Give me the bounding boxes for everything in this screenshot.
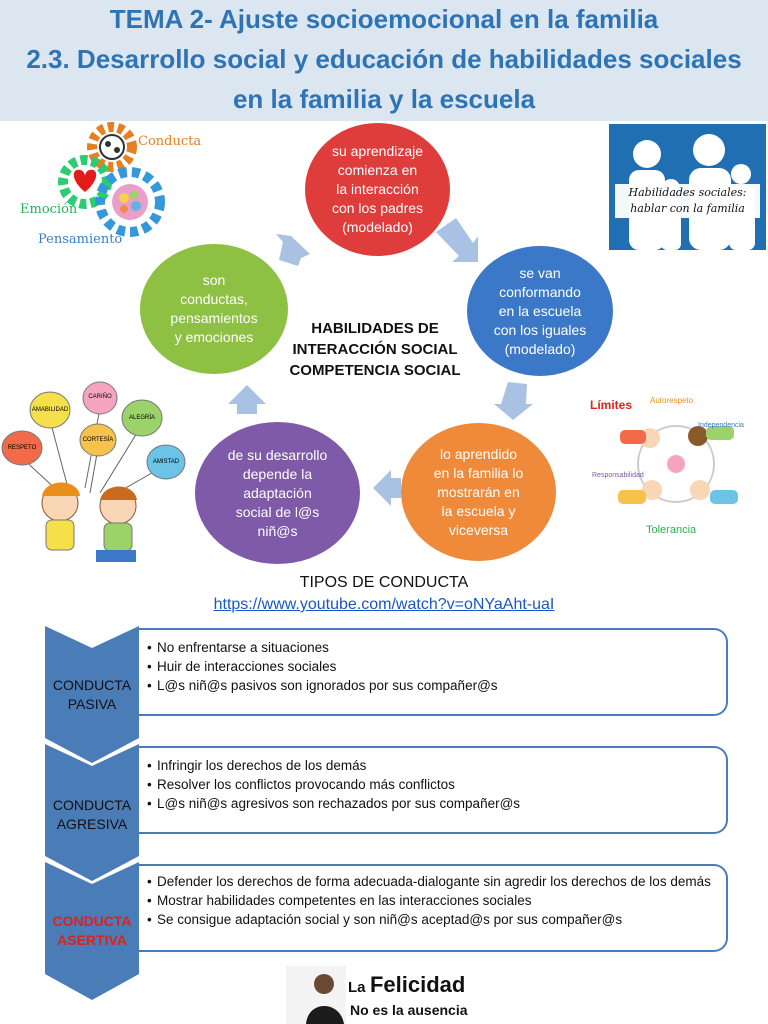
node-development-line: depende la [242,465,313,482]
node-development-line: de su desarrollo [227,446,328,463]
node-development-line: social de l@s [235,503,320,520]
conduct-bullet: • Huir de interacciones sociales [147,657,714,676]
conduct-bullet: • Se consigue adaptación social y son niñ@s aceptad@s por sus compañer@s [147,910,714,929]
node-family-school-line: lo aprendido [439,445,518,462]
balloon-label-respeto: RESPETO [7,445,37,451]
responsabilidad-label: Responsabilidad [592,472,644,479]
node-school-line: se van [519,264,561,281]
conduct-bullet: • Defender los derechos de forma adecuada-dialogante sin agredir los derechos de los demás [147,872,714,891]
node-parents-line: (modelado) [342,219,413,235]
conduct-bullet: • Infringir los derechos de los demás [147,756,714,775]
arrow-red-to-blue [436,218,478,262]
title-line-1: TEMA 2- Ajuste socioemocional en la familia [109,4,659,34]
chevron-label-pasiva [45,676,139,714]
node-school-line: conformando [499,283,581,300]
title-line-3: en la familia y la escuela [232,84,536,114]
node-family-school-line: viceversa [448,521,509,538]
conduct-label-line: PASIVA [67,696,117,712]
node-behaviors-line: pensamientos [170,310,258,326]
types-title: TIPOS DE CONDUCTA [299,574,469,591]
chevron-label-asertiva [45,912,139,950]
conduct-bullet: • L@s niñ@s pasivos son ignorados por sus compañer@s [147,676,714,695]
title-line-2: 2.3. Desarrollo social y educación de habilidades sociales [26,44,742,74]
limites-label: Límites [590,398,633,412]
arrow-blue-to-orange [494,382,533,420]
balloon-label-carino: CARIÑO [88,394,112,400]
balloon-label-amistad: AMISTAD [152,459,180,465]
node-family-school-line: en la familia lo [433,464,524,481]
conduct-bullet: • No enfrentarse a situaciones [147,638,714,657]
conduct-box-pasiva [139,628,728,716]
autorespeto-label: Autorespeto [650,396,694,405]
node-family-school-line: la escuela y [441,502,516,519]
conduct-bullet: • Resolver los conflictos provocando más conflictos [147,775,714,794]
youtube-link[interactable]: https://www.youtube.com/watch?v=oNYaAht-uaI [213,596,555,613]
family-caption-2: hablar con la familia [630,202,745,215]
node-behaviors-line: y emociones [174,329,254,345]
cycle-node-parents [305,123,450,256]
conduct-box-agresiva [139,746,728,834]
banner-subtitle: No es la ausencia [350,1002,468,1018]
arrow-orange-to-purple [373,470,401,506]
chevron-agresiva [45,744,139,881]
node-school-line: con los iguales [493,321,587,338]
person-photo-icon [286,966,346,1024]
cycle-center-title [270,318,480,381]
conduct-bullet: • L@s niñ@s agresivos son rechazados por sus compañer@s [147,794,714,813]
conduct-label-line: ASERTIVA [57,932,127,948]
node-parents-line: con los padres [331,200,424,216]
conducta-label: Conducta [138,134,202,149]
banner-la: La [348,979,366,996]
chevron-asertiva [45,862,139,1000]
banner-felicidad: Felicidad [369,972,466,997]
family-caption-1: Habilidades sociales: [628,186,747,199]
emocion-label: Emoción [20,202,78,217]
center-title-line: COMPETENCIA SOCIAL [289,362,461,379]
independencia-label: Independencia [698,422,744,429]
cycle-node-behaviors [140,244,288,374]
balloon-label-alegria: ALEGRÍA [128,415,155,421]
arrow-green-to-red [276,234,310,266]
chevron-pasiva [45,626,139,763]
balloon-label-cortesia: CORTESÍA [82,437,114,443]
cycle-node-development [195,422,360,564]
conduct-label-line: CONDUCTA [52,797,132,813]
node-parents-line: comienza en [337,162,418,178]
tolerancia-label: Tolerancia [646,524,697,536]
conduct-bullet: • Mostrar habilidades competentes en las interacciones sociales [147,891,714,910]
node-development-line: niñ@s [257,522,298,539]
chevron-label-agresiva [45,796,139,834]
conduct-label-line: CONDUCTA [52,913,132,929]
node-parents-line: su aprendizaje [331,143,424,159]
balloon-label-amabilidad: AMABILIDAD [31,407,69,413]
conduct-box-asertiva [139,864,728,952]
center-title-line: HABILIDADES DE [311,320,439,337]
conduct-label-line: CONDUCTA [52,677,132,693]
node-family-school-line: mostrarán en [437,483,520,500]
node-behaviors-line: son [202,272,226,288]
node-school-line: en la escuela [498,302,582,319]
arrow-purple-to-green [228,385,266,414]
pensamiento-label: Pensamiento [38,232,123,247]
cycle-node-family-school [401,423,556,561]
node-behaviors-line: conductas, [180,291,248,307]
node-development-line: adaptación [243,484,312,501]
node-parents-line: la interacción [336,181,419,197]
node-school-line: (modelado) [504,340,576,357]
felicidad-banner [268,966,490,1024]
cycle-node-school [467,246,613,376]
center-title-line: INTERACCIÓN SOCIAL [292,341,458,358]
conduct-label-line: AGRESIVA [56,816,128,832]
